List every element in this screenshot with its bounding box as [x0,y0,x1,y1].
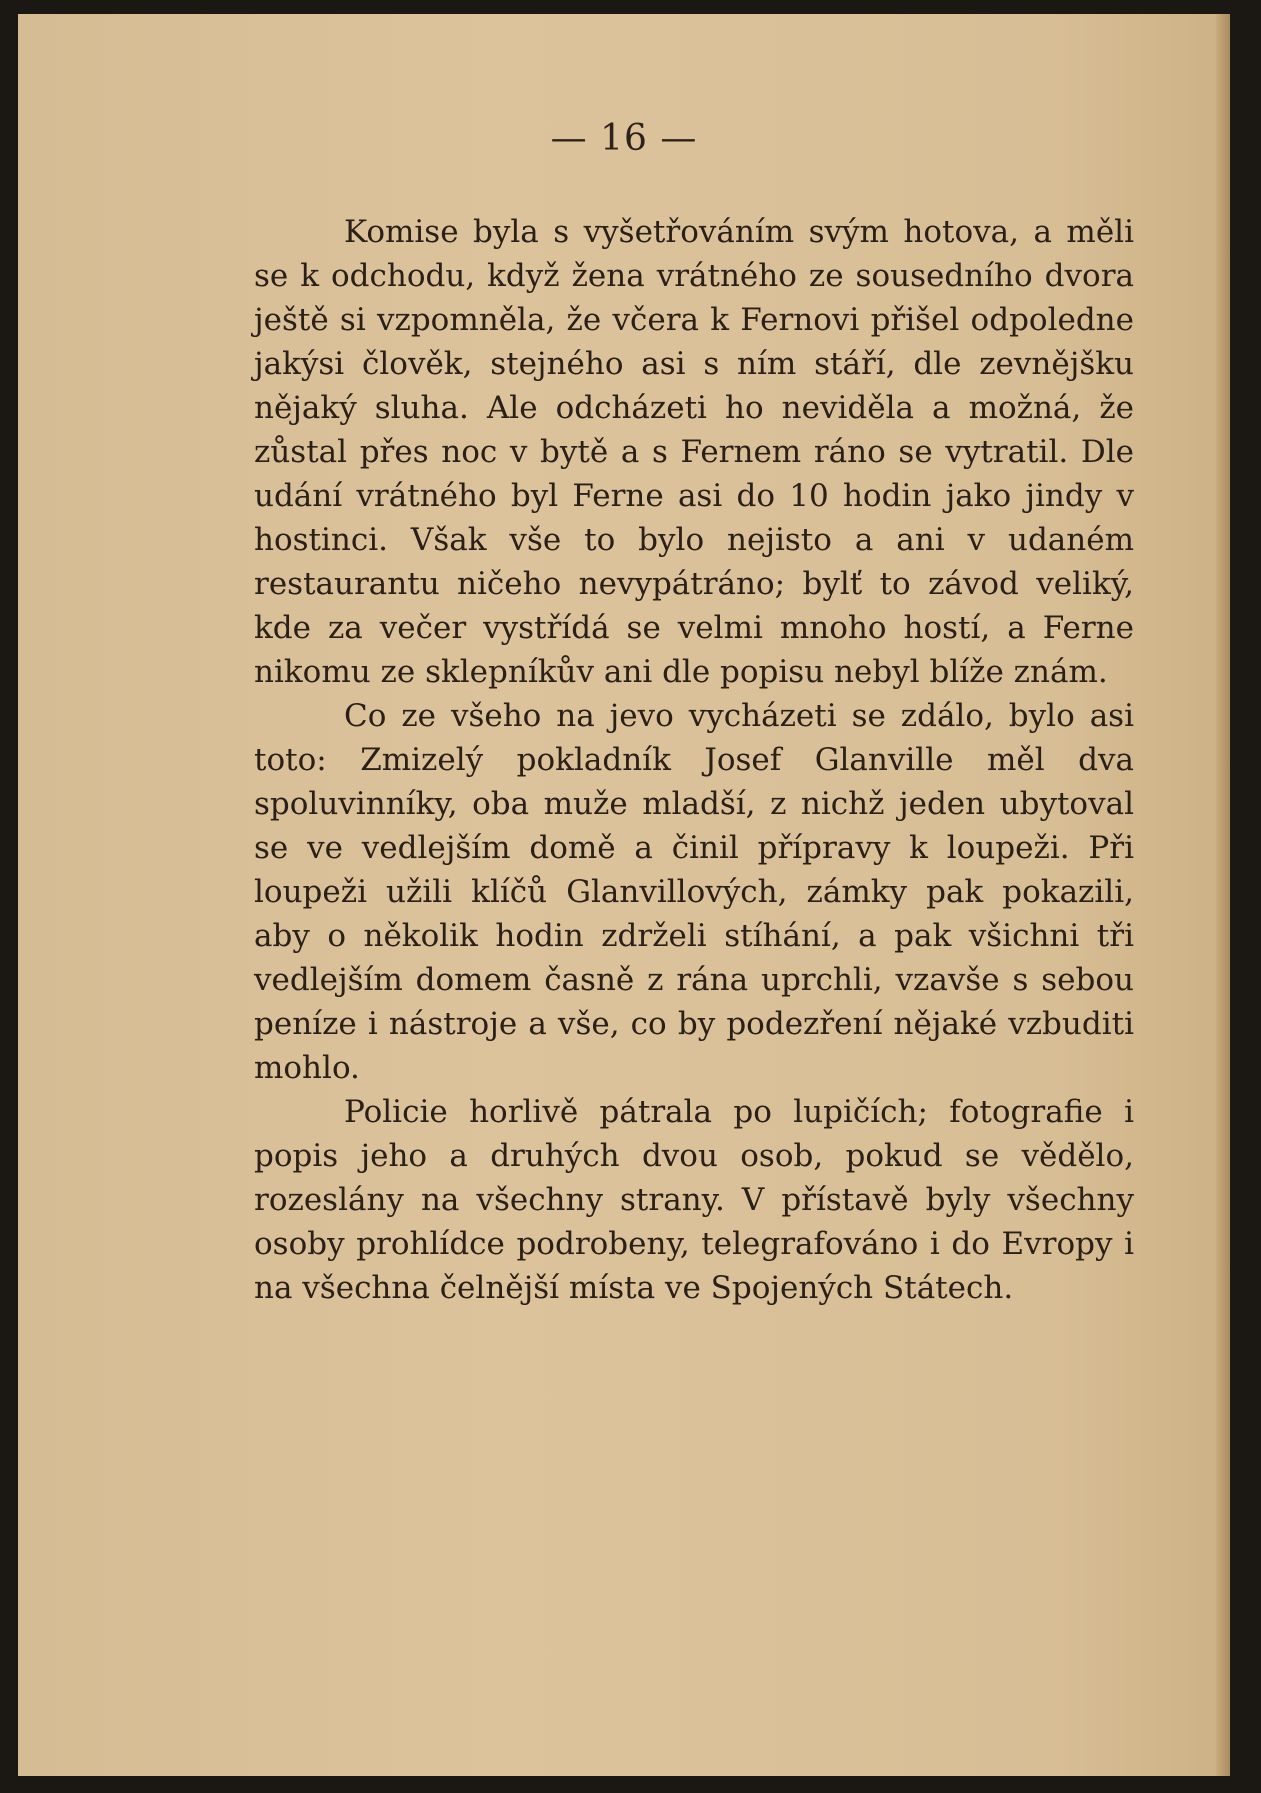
body-text [254,210,1134,1310]
book-page [18,14,1230,1776]
paragraph: Komise byla s vyšetřováním svým hotova, a měli se k odchodu, když žena vrátného ze sousedního dvora ještě si vzpomněla, že včera k Fernovi přišel odpoledne jakýsi člověk, stejného asi s ním stáří, dle zevnějšku nějaký sluha. Ale odcházeti ho neviděla a možná, že zůstal přes noc v bytě a s Fernem ráno se vytratil. Dle udání vrátného byl Ferne asi do 10 hodin jako jindy v hostinci. Však vše to bylo nejisto a ani v udaném restaurantu ničeho nevypátráno; bylť to závod veliký, kde za večer vystřídá se velmi mnoho hostí, a Ferne nikomu ze sklepníkův ani dle popisu nebyl blíže znám. [254,214,1134,690]
paragraph: Policie horlivě pátrala po lupičích; fotografie i popis jeho a druhých dvou osob, pokud se vědělo, rozeslány na všechny strany. V přístavě byly všechny osoby prohlídce podrobeny, telegrafováno i do Evropy i na všechna čelnější místa ve Spojených Státech. [254,1094,1134,1306]
paragraph: Co ze všeho na jevo vycházeti se zdálo, bylo asi toto: Zmizelý pokladník Josef Glanville měl dva spoluvinníky, oba muže mladší, z nichž jeden ubytoval se ve vedlejším domě a činil přípravy k loupeži. Při loupeži užili klíčů Glanvillových, zámky pak pokazili, aby o několik hodin zdrželi stíhání, a pak všichni tři vedlejším domem časně z rána uprchli, vzavše s sebou peníze i nástroje a vše, co by podezření nějaké vzbuditi mohlo. [254,698,1134,1086]
page-number: — 16 — [550,118,698,159]
